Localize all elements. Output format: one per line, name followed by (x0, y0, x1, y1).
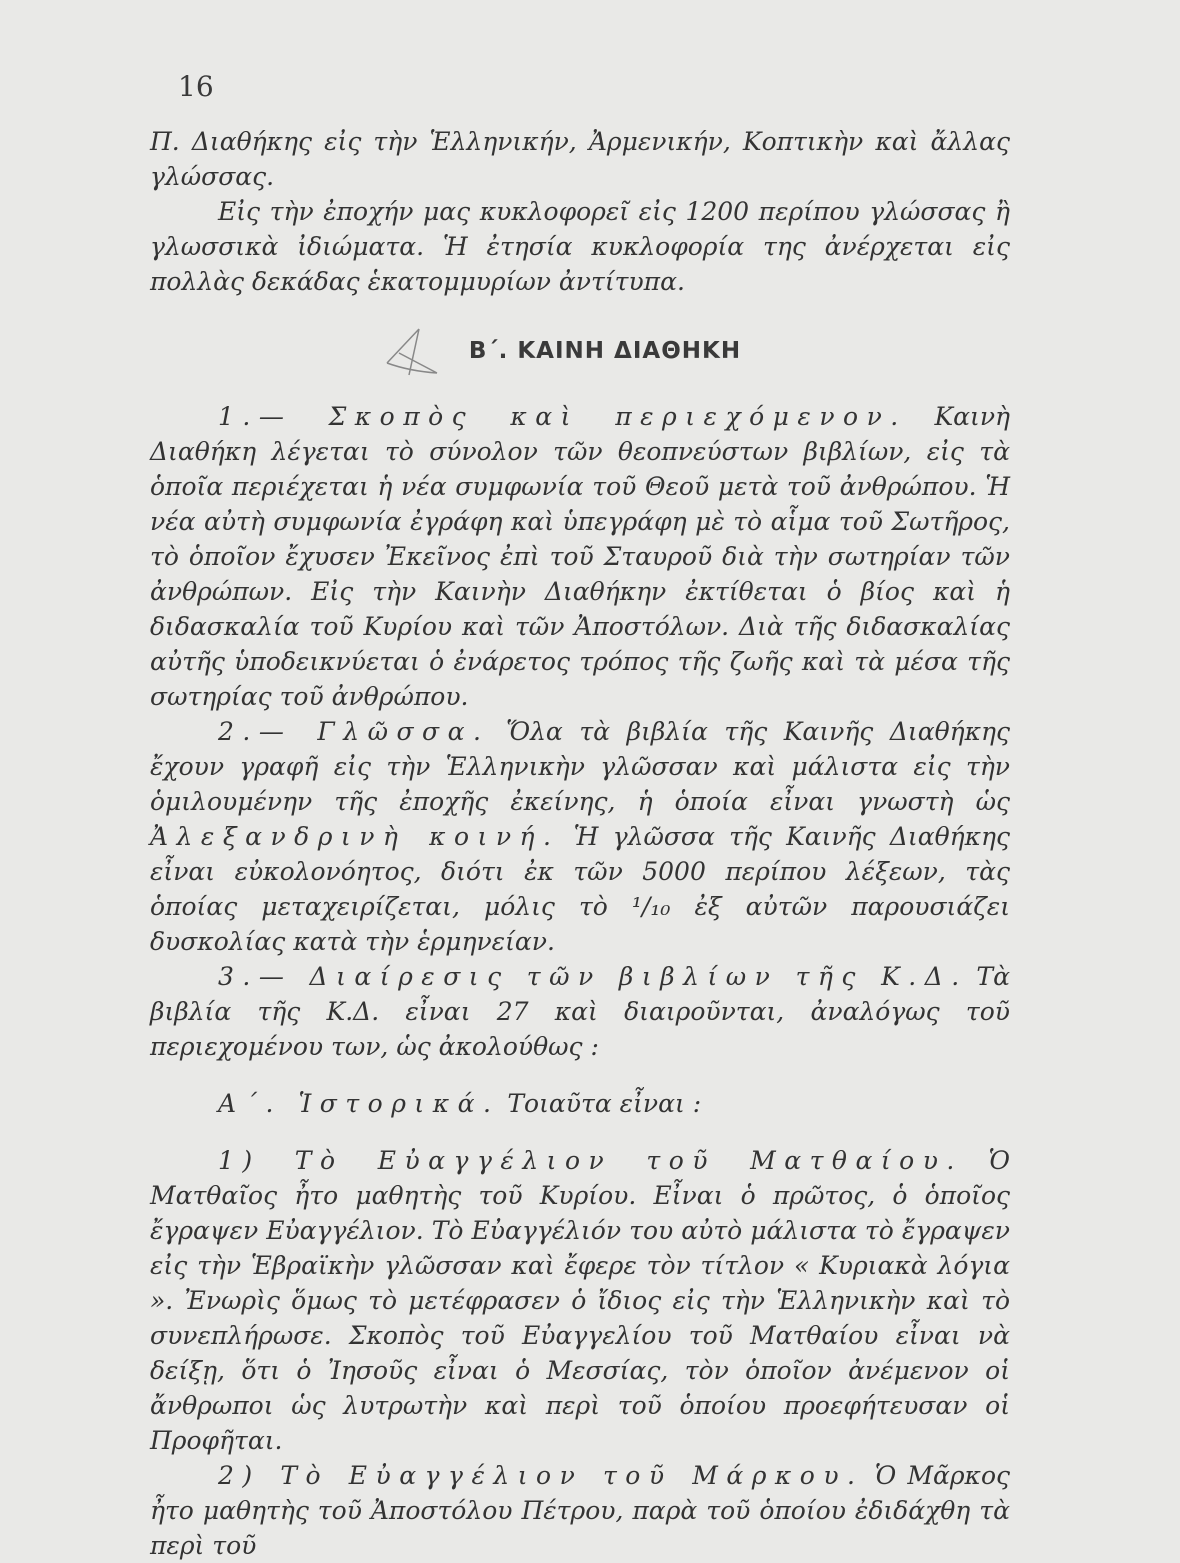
paragraph-section-1 (150, 399, 1010, 714)
body-text (150, 124, 1010, 1563)
section-2-spaced-term: Ἀλεξανδρινὴ κοινή. (150, 822, 560, 851)
section-3-text: Τὰ βιβλία τῆς Κ.Δ. εἶναι 27 καὶ διαιροῦνται, ἀναλόγως τοῦ περιεχομένου των, ὡς ἀκολούθως : (150, 962, 1010, 1061)
item-2-label: 2) Τὸ Εὐαγγέλιον τοῦ Μάρκου. (218, 1461, 864, 1490)
paragraph-section-3 (150, 959, 1010, 1064)
pencil-mark-icon (379, 323, 449, 379)
paragraph-item-2 (150, 1458, 1010, 1563)
spacer (150, 1064, 1010, 1086)
paragraph-section-2 (150, 714, 1010, 959)
spacer (150, 1121, 1010, 1143)
section-2-text-a: Ὅλα τὰ βιβλία τῆς Καινῆς Διαθήκης ἔχουν γραφῆ εἰς τὴν Ἑλληνικὴν γλῶσσαν καὶ μάλιστα εἰς τὴν ὁμιλουμένην τῆς ἐποχῆς ἐκείνης, ἡ ὁποία εἶναι γνωστὴ ὡς (150, 717, 1010, 816)
subsection-a-label: Α΄. Ἱστορικά. (218, 1089, 500, 1118)
section-1-text: Καινὴ Διαθήκη λέγεται τὸ σύνολον τῶν θεοπνεύστων βιβλίων, εἰς τὰ ὁποῖα περιέχεται ἡ νέα συμφωνία τοῦ Θεοῦ μετὰ τοῦ ἀνθρώπου. Ἡ νέα αὐτὴ συμφωνία ἐγράφη καὶ ὑπεγράφη μὲ τὸ αἷμα τοῦ Σωτῆρος, τὸ ὁποῖον ἔχυσεν Ἐκεῖνος ἐπὶ τοῦ Σταυροῦ διὰ τὴν σωτηρίαν τῶν ἀνθρώπων. Εἰς τὴν Καινὴν Διαθήκην ἐκτίθεται ὁ βίος καὶ ἡ διδασκαλία τοῦ Κυρίου καὶ τῶν Ἀποστόλων. Διὰ τῆς διδασκαλίας αὐτῆς ὑποδεικνύεται ὁ ἐνάρετος τρόπος τῆς ζωῆς καὶ τὰ μέσα τῆς σωτηρίας τοῦ ἀνθρώπου. (150, 402, 1010, 711)
subsection-a-text: Τοιαῦτα εἶναι : (499, 1089, 702, 1118)
section-1-label: 1.— Σκοπὸς καὶ περιεχόμενον. (218, 402, 907, 431)
section-heading: Β΄. ΚΑΙΝΗ ΔΙΑΘΗΚΗ (468, 337, 742, 364)
section-2-label: 2.— Γλῶσσα. (218, 717, 490, 746)
section-2-text-b: Ἡ γλῶσσα τῆς Καινῆς Διαθήκης εἶναι εὐκολονόητος, διότι ἐκ τῶν 5000 περίπου λέξεων, τὰς ὁποίας μεταχειρίζεται, μόλις τὸ ¹/₁₀ ἐξ αὐτῶν παρουσιάζει δυσκολίας κατὰ τὴν ἑρμηνείαν. (150, 822, 1010, 956)
section-3-label: 3.— Διαίρεσις τῶν βιβλίων τῆς Κ.Δ. (218, 962, 968, 991)
paragraph-intro-2: Εἰς τὴν ἐποχήν μας κυκλοφορεῖ εἰς 1200 περίπου γλώσσας ἢ γλωσσικὰ ἰδιώματα. Ἡ ἐτησία κυκλοφορία της ἀνέρχεται εἰς πολλὰς δεκάδας ἑκατομμυρίων ἀντίτυπα. (150, 197, 1010, 296)
section-heading-row (150, 323, 1010, 379)
item-1-text: Ὁ Ματθαῖος ἦτο μαθητὴς τοῦ Κυρίου. Εἶναι ὁ πρῶτος, ὁ ὁποῖος ἔγραψεν Εὐαγγέλιον. Τὸ Εὐαγγέλιόν του αὐτὸ μάλιστα τὸ ἔγραψεν εἰς τὴν Ἑβραϊκὴν γλῶσσαν καὶ ἔφερε τὸν τίτλον « Κυριακὰ λόγια ». Ἐνωρὶς ὅμως τὸ μετέφρασεν ὁ ἴδιος εἰς τὴν Ἑλληνικὴν καὶ τὸ συνεπλήρωσε. Σκοπὸς τοῦ Εὐαγγελίου τοῦ Ματθαίου εἶναι νὰ δείξῃ, ὅτι ὁ Ἰησοῦς εἶναι ὁ Μεσσίας, τὸν ὁποῖον ἀνέμενον οἱ ἄνθρωποι ὡς λυτρωτὴν καὶ περὶ τοῦ ὁποίου προεφήτευσαν οἱ Προφῆται. (150, 1146, 1010, 1455)
item-1-label: 1) Τὸ Εὐαγγέλιον τοῦ Ματθαίου. (218, 1146, 963, 1175)
paragraph-intro-end: Π. Διαθήκης εἰς τὴν Ἑλληνικήν, Ἀρμενικήν, Κοπτικὴν καὶ ἄλλας γλώσσας. (150, 127, 1010, 191)
paragraph-item-1 (150, 1143, 1010, 1458)
page-number: 16 (178, 70, 214, 103)
item-2-text: Ὁ Μᾶρκος ἦτο μαθητὴς τοῦ Ἀποστόλου Πέτρου, παρὰ τοῦ ὁποίου ἐδιδάχθη τὰ περὶ τοῦ (150, 1461, 1010, 1560)
paragraph-subsection-a (150, 1086, 1010, 1121)
